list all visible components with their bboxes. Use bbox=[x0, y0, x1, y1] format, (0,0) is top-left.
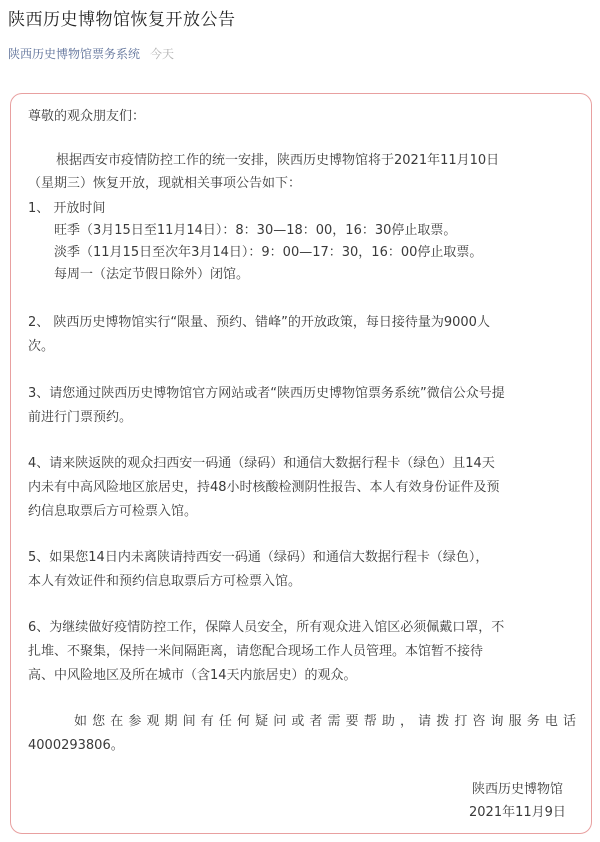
section-4-line-2: 内未有中高风险地区旅居史，持48小时核酸检测阴性报告、本人有效身份证件及预 bbox=[28, 480, 500, 495]
section-5-line-2: 本人有效证件和预约信息取票后方可检票入馆。 bbox=[28, 574, 302, 589]
section-3-line-2: 前进行门票预约。 bbox=[28, 410, 133, 425]
section-1-peak-hours: 旺季（3月15日至11月14日）：8：30—18：00，16：30停止取票。 bbox=[54, 223, 457, 238]
section-2-line-2: 次。 bbox=[28, 339, 55, 354]
publish-time: 今天 bbox=[150, 47, 175, 61]
section-6-line-1: 6、为继续做好疫情防控工作，保障人员安全，所有观众进入馆区必须佩戴口罩，不 bbox=[28, 620, 505, 635]
section-6-line-3: 高、中风险地区及所在城市（含14天内旅居史）的观众。 bbox=[28, 668, 357, 683]
notice-date: 2021年11月9日 bbox=[469, 805, 566, 820]
section-2-line-1: 2、 陕西历史博物馆实行“限量、预约、错峰”的开放政策，每日接待量为9000人 bbox=[28, 315, 490, 330]
account-link[interactable]: 陕西历史博物馆票务系统 bbox=[8, 47, 141, 61]
section-4-line-1: 4、请来陕返陕的观众扫西安一码通（绿码）和通信大数据行程卡（绿色）且14天 bbox=[28, 456, 495, 471]
intro-line-1: 根据西安市疫情防控工作的统一安排，陕西历史博物馆将于2021年11月10日 bbox=[56, 153, 500, 168]
article-title: 陕西历史博物馆恢复开放公告 bbox=[8, 10, 236, 30]
signature: 陕西历史博物馆 bbox=[472, 782, 564, 797]
section-1-heading: 1、 开放时间 bbox=[28, 201, 106, 216]
section-1-off-hours: 淡季（11月15日至次年3月14日）：9：00—17：30，16：00停止取票。 bbox=[54, 245, 483, 260]
article-meta bbox=[8, 46, 174, 62]
greeting: 尊敬的观众朋友们： bbox=[28, 109, 146, 124]
help-line-1: 如您在参观期间有任何疑问或者需要帮助，请拨打咨询服务电话 bbox=[74, 714, 576, 729]
intro-line-2: （星期三）恢复开放，现就相关事项公告如下： bbox=[28, 176, 302, 191]
section-4-line-3: 约信息取票后方可检票入馆。 bbox=[28, 504, 198, 519]
section-5-line-1: 5、如果您14日内未离陕请持西安一码通（绿码）和通信大数据行程卡（绿色）， bbox=[28, 550, 489, 565]
section-6-line-2: 扎堆、不聚集，保持一米间隔距离，请您配合现场工作人员管理。本馆暂不接待 bbox=[28, 644, 484, 659]
section-1-monday: 每周一（法定节假日除外）闭馆。 bbox=[54, 267, 250, 282]
section-3-line-1: 3、请您通过陕西历史博物馆官方网站或者“陕西历史博物馆票务系统”微信公众号提 bbox=[28, 386, 505, 401]
help-line-2: 4000293806。 bbox=[28, 738, 124, 753]
